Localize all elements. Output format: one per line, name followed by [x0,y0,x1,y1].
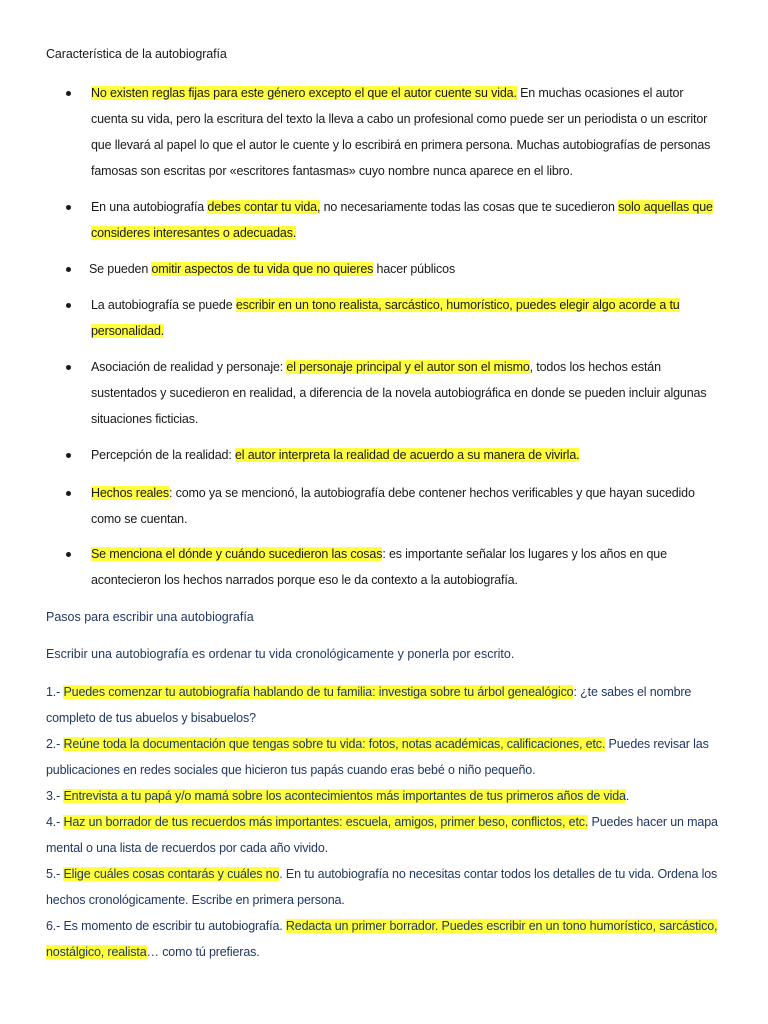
section-heading: Característica de la autobiografía [46,47,227,61]
bullet-text [91,442,716,468]
steps-title: Pasos para escribir una autobiografía [46,610,254,624]
text-run: En muchas ocasiones el autor cuenta su vida, pero la escritura del texto la lleva a cabo un profesional como puede ser un periodista o un escritor que llevará al papel lo que el autor le cuente y lo escribirá en primera persona. Muchas autobiografías de personas famosas son escritas por «escritores fantasmas» cuyo nombre nunca aparece en el libro. [91,86,711,178]
text-run: : ¿te sabes el nombre completo de tus abuelos y bisabuelos? [46,685,692,725]
bullet-text [91,480,716,532]
bullet-dot [66,365,71,370]
highlighted-text: Elige cuáles cosas contarás y cuáles no [63,867,280,881]
text-run: . En tu autobiografía no necesitas contar todos los detalles de tu vida. Ordena los hechos cronológicamente. Escribe en primera persona. [46,867,718,907]
highlighted-text: Se menciona el dónde y cuándo sucedieron las cosas [91,547,383,561]
text-run: 2.- [46,737,64,751]
text-run: . [625,789,630,803]
step-item [46,809,726,861]
highlighted-text: Hechos reales [91,486,169,500]
text-run: … como tú prefieras. [146,945,260,959]
highlighted-text: Puedes comenzar tu autobiografía hablando de tu familia: investiga sobre tu árbol genealógico [63,685,574,699]
highlighted-text: Entrevista a tu papá y/o mamá sobre los acontecimientos más importantes de tus primeros años de vida [63,789,626,803]
text-run: Percepción de la realidad: [91,448,235,462]
bullet-dot [66,303,71,308]
text-run: : como ya se mencionó, la autobiografía debe contener hechos verificables y que hayan sucedido como se cuentan. [91,486,695,526]
bullet-text [91,194,716,246]
bullet-dot [66,491,71,496]
steps-list [46,679,726,965]
bullet-dot [66,552,71,557]
text-run: 6.- Es momento de escribir tu autobiografía. [46,919,286,933]
step-item [46,783,726,809]
text-run: En una autobiografía [91,200,208,214]
highlighted-text: solo aquellas que consideres interesantes o adecuadas. [91,200,713,240]
bullet-dot [66,91,71,96]
highlighted-text: el autor interpreta la realidad de acuerdo a su manera de vivirla. [234,448,580,462]
bullet-text [91,80,716,184]
highlighted-text: el personaje principal y el autor son el mismo [286,360,530,374]
highlighted-text: debes contar tu vida, [207,200,321,214]
highlighted-text: Redacta un primer borrador. Puedes escribir en un tono humorístico, sarcástico, nostálgico, realista [46,919,718,959]
step-item [46,731,726,783]
text-run: , todos los hechos están sustentados y sucedieron en realidad, a diferencia de la novela autobiográfica en donde se pueden incluir algunas situaciones ficticias. [91,360,707,426]
step-item [46,913,726,965]
bullet-text [91,541,716,593]
text-run: 5.- [46,867,64,881]
bullet-text [91,292,716,344]
text-run: Se pueden [89,262,152,276]
highlighted-text: Haz un borrador de tus recuerdos más importantes: escuela, amigos, primer beso, conflictos, etc. [63,815,589,829]
text-run: no necesariamente todas las cosas que te sucedieron [320,200,619,214]
text-run: : es importante señalar los lugares y los años en que acontecieron los hechos narrados porque eso le da contexto a la autobiografía. [91,547,667,587]
text-run: Puedes hacer un mapa mental o una lista de recuerdos por cada año vivido. [46,815,718,855]
step-item [46,679,726,731]
highlighted-text: omitir aspectos de tu vida que no quieres [151,262,374,276]
text-run: 3.- [46,789,64,803]
bullet-text [89,256,714,282]
highlighted-text: escribir en un tono realista, sarcástico, humorístico, puedes elegir algo acorde a tu personalidad. [91,298,680,338]
text-run: La autobiografía se puede [91,298,236,312]
text-run: hacer públicos [373,262,456,276]
text-run: Puedes revisar las publicaciones en redes sociales que hicieron tus papás cuando eras bebé o niño pequeño. [46,737,709,777]
highlighted-text: Reúne toda la documentación que tengas sobre tu vida: fotos, notas académicas, calificaciones, etc. [63,737,606,751]
highlighted-text: No existen reglas fijas para este género excepto el que el autor cuente su vida. [91,86,517,100]
text-run: 1.- [46,685,64,699]
bullet-dot [66,267,71,272]
steps-intro: Escribir una autobiografía es ordenar tu vida cronológicamente y ponerla por escrito. [46,647,515,661]
bullet-text [91,354,716,432]
text-run: Asociación de realidad y personaje: [91,360,287,374]
bullet-dot [66,453,71,458]
bullet-dot [66,205,71,210]
text-run: 4.- [46,815,64,829]
step-item [46,861,726,913]
